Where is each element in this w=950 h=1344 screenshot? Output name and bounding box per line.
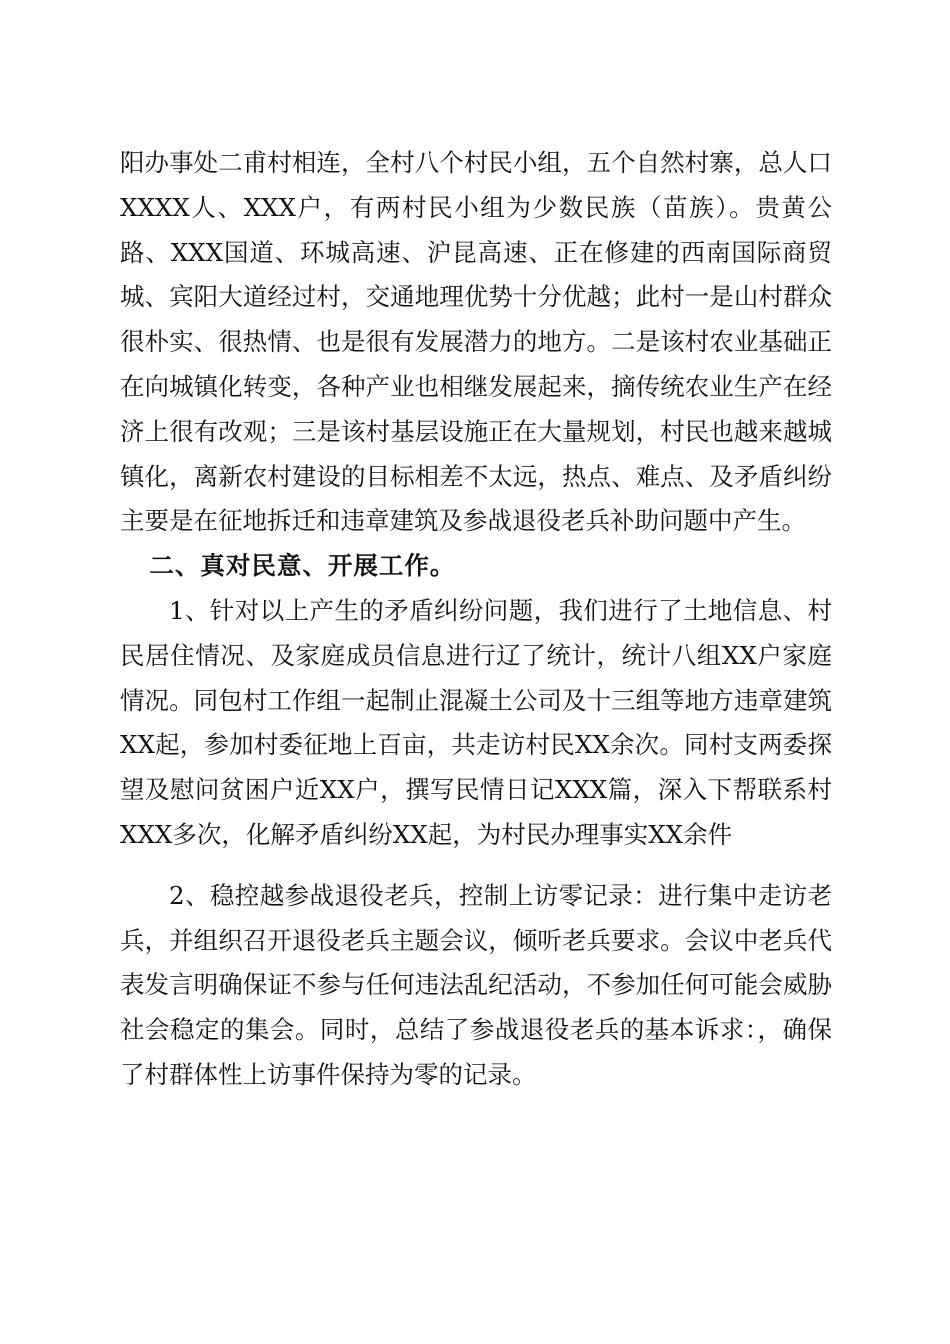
paragraph-item-1: 1、针对以上产生的矛盾纠纷问题，我们进行了土地信息、村民居住情况、及家庭成员信息进行辽了统计，统计八组XX户家庭情况。同包村工作组一起制止混凝土公司及十三组等地方违章建筑XX起，参加村委征地上百亩，共走访村民XX余次。同村支两委探望及慰问贫困户近XX户，撰写民情日记XXX篇，深入下帮联系村XXX多次，化解矛盾纠纷XX起，为村民办理事实XX余件 [120,595,832,849]
section-heading-2: 二、真对民意、开展工作。 [149,551,456,581]
paragraph-village-overview: 阳办事处二甫村相连，全村八个村民小组，五个自然村寨，总人口XXXX人、XXX户，有两村民小组为少数民族（苗族）。贵黄公路、XXX国道、环城高速、沪昆高速、正在修建的西南国际商贸城、宾阳大道经过村，交通地理优势十分优越；此村一是山村群众很朴实、很热情、也是很有发展潜力的地方。二是该村农业基础正在向城镇化转变，各种产业也相继发展起来，摘传统农业生产在经济上很有改观；三是该村基层设施正在大量规划，村民也越来越城镇化，离新农村建设的目标相差不太远，热点、难点、及矛盾纠纷主要是在征地拆迁和违章建筑及参战退役老兵补助问题中产生。 [120,148,832,536]
paragraph-item-2: 2、稳控越参战退役老兵，控制上访零记录：进行集中走访老兵，并组织召开退役老兵主题会议，倾听老兵要求。会议中老兵代表发言明确保证不参与任何违法乱纪活动，不参加任何可能会威胁社会稳定的集会。同时，总结了参战退役老兵的基本诉求：，确保了村群体性上访事件保持为零的记录。 [120,880,832,1089]
document-page [120,141,832,1098]
